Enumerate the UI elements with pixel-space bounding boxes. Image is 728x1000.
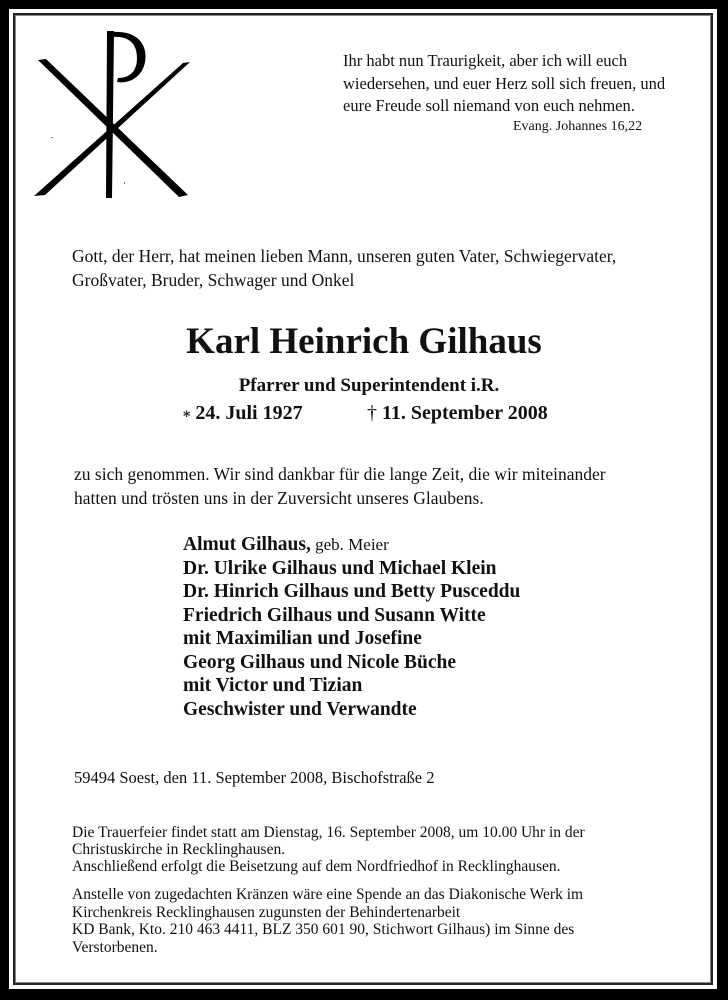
death-cross-icon: †	[367, 402, 377, 424]
family-member-maiden-name: geb. Meier	[310, 535, 389, 554]
family-member: Georg Gilhaus und Nicole Büche	[183, 651, 457, 673]
verse-reference: Evang. Johannes 16,22	[513, 119, 643, 134]
donation-line: Kirchenkreis Recklinghausen zugunsten der Behindertenarbeit	[72, 903, 461, 921]
family-member	[183, 533, 520, 557]
intro-line: Gott, der Herr, hat meinen lieben Mann, unseren guten Vater, Schwiegervater,	[72, 246, 617, 266]
body-text	[74, 462, 606, 510]
family-member: mit Maximilian und Josefine	[183, 628, 422, 649]
service-line: Christuskirche in Recklinghausen.	[72, 841, 286, 858]
donation-info	[72, 886, 583, 956]
funeral-service-info	[72, 824, 585, 875]
verse-line: wiedersehen, und euer Herz soll sich freuen, und	[343, 73, 666, 93]
family-list	[183, 533, 520, 721]
body-line: zu sich genommen. Wir sind dankbar für die lange Zeit, die wir miteinander	[74, 464, 606, 484]
intro-line: Großvater, Bruder, Schwager und Onkel	[72, 270, 355, 290]
service-line: Die Trauerfeier findet statt am Dienstag, 16. September 2008, um 10.00 Uhr in der	[72, 824, 585, 841]
birth-date-text: 24. Juli 1927	[195, 402, 303, 424]
donation-line: Verstorbenen.	[72, 938, 158, 956]
birth-date	[183, 402, 303, 425]
birth-star-icon: ⁎	[183, 406, 191, 421]
intro-text	[72, 244, 616, 292]
donation-line: KD Bank, Kto. 210 463 4411, BLZ 350 601 90, Stichwort Gilhaus) im Sinne des	[72, 921, 575, 938]
verse-line: eure Freude soll niemand von euch nehmen.	[343, 96, 635, 115]
family-member-name: Almut Gilhaus,	[183, 534, 311, 555]
bible-verse	[343, 50, 665, 118]
family-member: mit Victor und Tizian	[183, 675, 363, 696]
family-member: Dr. Hinrich Gilhaus und Betty Pusceddu	[183, 581, 521, 602]
deceased-name: Karl Heinrich Gilhaus	[186, 321, 542, 362]
death-date	[367, 402, 548, 425]
address-line: 59494 Soest, den 11. September 2008, Bischofstraße 2	[74, 768, 435, 787]
deceased-title: Pfarrer und Superintendent i.R.	[238, 375, 500, 396]
donation-line: Anstelle von zugedachten Kränzen wäre eine Spende an das Diakonische Werk im	[72, 886, 584, 903]
body-line: hatten und trösten uns in der Zuversicht unseres Glaubens.	[74, 488, 484, 508]
family-member: Dr. Ulrike Gilhaus und Michael Klein	[183, 557, 497, 579]
service-line: Anschließend erfolgt die Beisetzung auf dem Nordfriedhof in Recklinghausen.	[72, 858, 561, 875]
family-member: Friedrich Gilhaus und Susann Witte	[183, 604, 486, 626]
family-member: Geschwister und Verwandte	[183, 698, 417, 720]
death-date-text: 11. September 2008	[382, 402, 548, 424]
chi-rho-icon	[33, 30, 193, 200]
verse-line: Ihr habt nun Traurigkeit, aber ich will euch	[343, 51, 628, 70]
